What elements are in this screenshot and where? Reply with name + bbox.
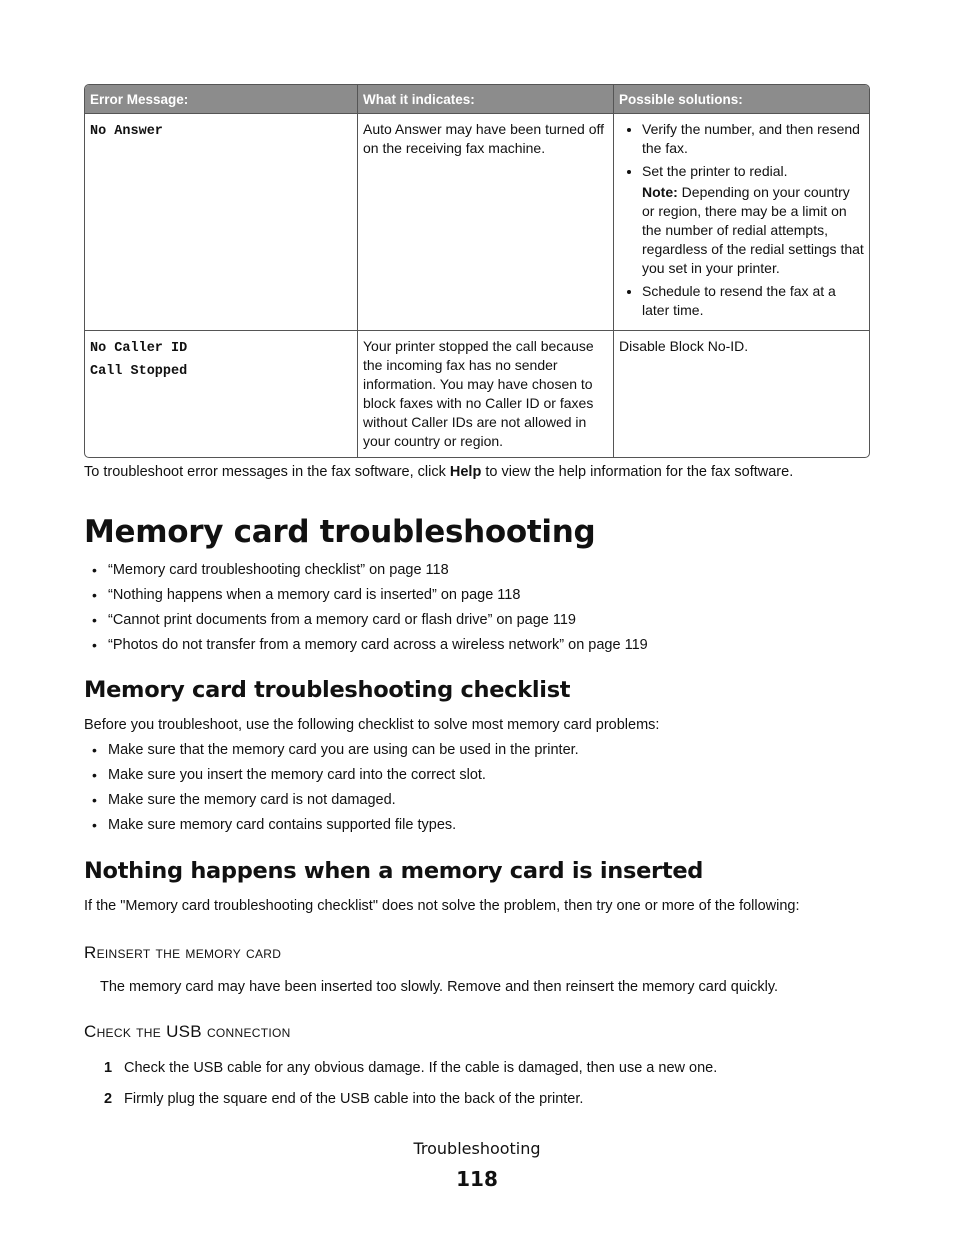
step-number: 1 (104, 1060, 113, 1076)
page-number: 118 (456, 1167, 498, 1191)
checklist-item: • Make sure you insert the memory card into the correct slot. (84, 765, 579, 790)
indicates-cell: Auto Answer may have been turned off on the receiving fax machine. (357, 114, 613, 331)
solutions-cell: Disable Block No-ID. (613, 331, 869, 457)
error-code: No Answer (90, 124, 163, 139)
usb-steps-list (104, 1058, 717, 1120)
step-item (104, 1089, 717, 1120)
solutions-cell (613, 114, 869, 331)
paragraph-prefix: To troubleshoot error messages in the fax software, click (84, 464, 450, 480)
note-label: Note: (642, 184, 678, 200)
solution-item (642, 162, 864, 278)
note-text: Depending on your country or region, there may be a limit on the number of redial attempts, regardless of the redial settings that you set in your printer. (642, 184, 864, 276)
solution-item: • Schedule to resend the fax at a later time. (642, 282, 864, 320)
error-table (84, 84, 870, 458)
note (642, 183, 864, 278)
error-message-cell (85, 114, 357, 331)
error-message-cell (85, 331, 357, 457)
usb-subtitle: Check the USB connection (84, 1022, 291, 1041)
checklist-title: Memory card troubleshooting checklist (84, 677, 571, 703)
section-link[interactable]: • “Cannot print documents from a memory card or flash drive” on page 119 (84, 610, 648, 635)
checklist-intro: Before you troubleshoot, use the following checklist to solve most memory card problems: (84, 717, 660, 733)
header-possible-solutions: Possible solutions: (613, 85, 869, 114)
step-text: Check the USB cable for any obvious damage. If the cable is damaged, then use a new one. (124, 1060, 718, 1076)
header-what-it-indicates: What it indicates: (357, 85, 613, 114)
step-number: 2 (104, 1091, 113, 1107)
checklist-item: • Make sure memory card contains supported file types. (84, 815, 579, 840)
section-link[interactable]: • “Memory card troubleshooting checklist” on page 118 (84, 560, 648, 585)
nothing-happens-intro: If the "Memory card troubleshooting checklist" does not solve the problem, then try one or more of the following: (84, 898, 800, 914)
step-text: Firmly plug the square end of the USB cable into the back of the printer. (124, 1091, 584, 1107)
indicates-cell: Your printer stopped the call because the incoming fax has no sender information. You may have chosen to block faxes with no Caller ID or faxes without Caller IDs are not allowed in your country or region. (357, 331, 613, 457)
checklist-list (84, 740, 579, 840)
solution-text: Set the printer to redial. (642, 163, 788, 179)
header-error-message: Error Message: (85, 85, 357, 114)
section-links-list (84, 560, 648, 660)
solution-item: • Verify the number, and then resend the fax. (642, 120, 864, 158)
section-link[interactable]: • “Photos do not transfer from a memory card across a wireless network” on page 119 (84, 635, 648, 660)
table-row (85, 331, 869, 457)
step-item (104, 1058, 717, 1089)
table-row (85, 114, 869, 331)
reinsert-text: The memory card may have been inserted too slowly. Remove and then reinsert the memory card quickly. (100, 979, 779, 995)
section-link[interactable]: • “Nothing happens when a memory card is inserted” on page 118 (84, 585, 648, 610)
checklist-item: • Make sure that the memory card you are using can be used in the printer. (84, 740, 579, 765)
error-code: No Caller ID (90, 341, 188, 356)
checklist-item: • Make sure the memory card is not damaged. (84, 790, 579, 815)
error-code: Call Stopped (90, 364, 188, 379)
table-header-row (85, 85, 869, 114)
section-title: Memory card troubleshooting (84, 514, 596, 550)
paragraph-suffix: to view the help information for the fax software. (481, 464, 794, 480)
nothing-happens-title: Nothing happens when a memory card is inserted (84, 858, 704, 884)
fax-software-paragraph (84, 462, 793, 482)
solutions-list (619, 120, 864, 320)
help-bold: Help (449, 464, 482, 480)
footer-section-label: Troubleshooting (413, 1139, 541, 1158)
reinsert-subtitle: Reinsert the memory card (84, 943, 282, 962)
